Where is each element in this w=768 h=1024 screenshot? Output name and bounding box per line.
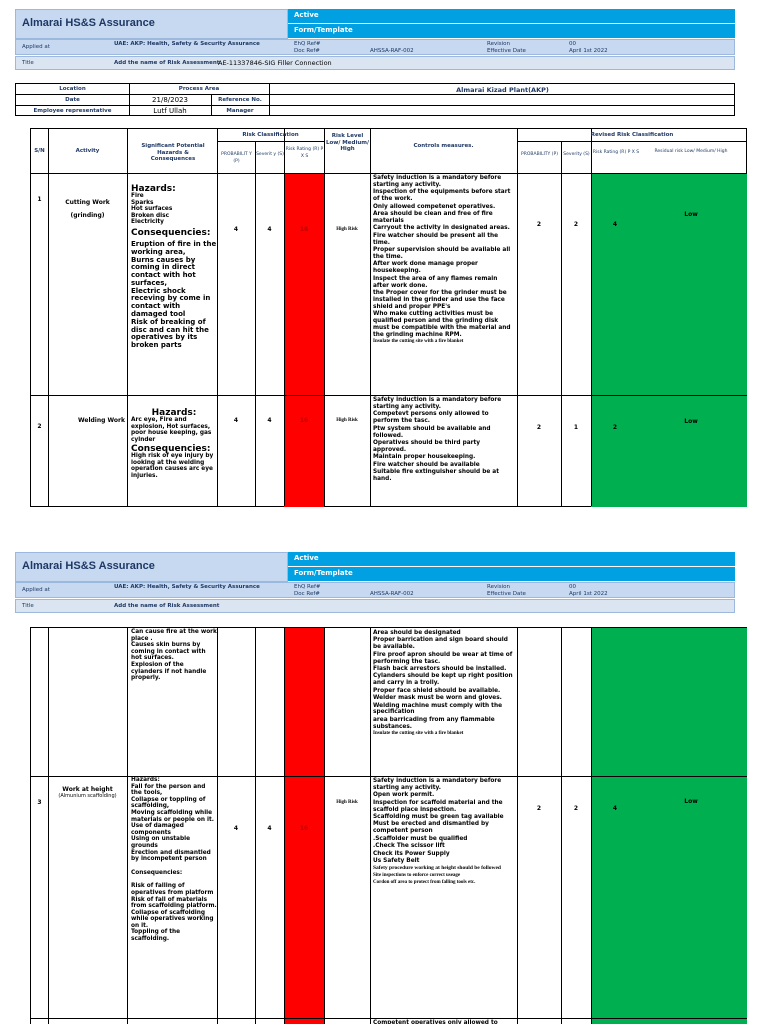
company-title-cell: [15, 9, 288, 39]
doc-value: AHSSA-RAF-002: [370, 48, 414, 54]
site-value: Almarai Kizad Plant(AKP): [456, 86, 549, 94]
row3-rev-severity: 2: [573, 805, 579, 812]
applied-row-2: [15, 582, 735, 598]
row2-rev-rating: 2: [612, 424, 618, 431]
th-risk-level: Risk Level Low/ Medium/ High: [326, 133, 369, 152]
title-row: [15, 56, 735, 70]
th-rev-severity: Severity (S): [563, 152, 590, 157]
row1-rating: 16: [299, 226, 309, 233]
effective-value: April 1st 2022: [569, 48, 608, 54]
row1-rev-severity: 2: [573, 221, 579, 228]
row3-severity: 4: [267, 825, 272, 832]
doc-value-2: AHSSA-RAF-002: [370, 591, 414, 597]
risk-table-2: [30, 627, 747, 1024]
row2-controls: Safety induction is a mandatory before starting any activity. Competevt persons only allowed to perform the tasc. Ptw system should be available and followed. Operatives should be third party approved. Maintain proper housekeeping. Fire watcher should be available Suitable fire extinguisher should be at hand.: [373, 397, 502, 482]
row2-sn: 2: [37, 423, 42, 430]
row3-hazards: Fall for the person and the tools, Collapse or toppling of scaffolding, Moving scaffolding while materials or people on it. Use of damaged components Using on unstable grounds Erection and dismantled by incompetent person: [131, 783, 214, 863]
location-label: Location: [59, 86, 86, 92]
th-risk-rating: Risk Rating (R) P X S: [285, 147, 324, 159]
applied-label-2: Applied at: [22, 587, 50, 593]
th-probability: PROBABILIT Y (P): [221, 152, 252, 164]
doc-label: Doc Ref#: [294, 48, 320, 54]
location-table: [15, 83, 735, 116]
row3-probability: 4: [233, 825, 239, 832]
th-severity: Severit y (S): [256, 152, 284, 157]
row2-probability: 4: [233, 417, 239, 424]
row1-controls: Safety induction is a mandatory before starting any activity. Inspection of the equipments before start of the work. Only allowed competenet operatives. Area should be clean and free of fire materials Carryout the activity in designated areas. Fire watcher should be present all the time. Proper supervision should be available all the time. After work done manage proper housekeeping. Inspect the area of any flames remain after work done. the Proper cover for the grinder must be installed in the grinder and use the face shield and proper PPE's Who make cutting activities must be qualified person and the grinding disk must be compatible with the material and the grinding machine RPM. Insulate the cutting site with a fire blanket: [373, 175, 511, 345]
th-rev-rating: Risk Rating (R) P X S: [592, 150, 640, 155]
row1-hazards-block: [131, 186, 217, 350]
row1-rev-rating: 4: [612, 221, 618, 228]
th-controls: Controls measures.: [413, 143, 474, 149]
row3-consequences-title: Consequencies:: [131, 869, 183, 876]
row3-controls: Safety induction is a mandatory before starting any activity. Open work permit. Inspection for scaffold material and the scaffold place inspection. Scaffolding must be green tag available Must be erected and dismantled by competent person .Scaffolder must be qualified .Check The scissor lift Check its Power Supply Us Safety Belt Safety procedure working at height should be followed Site inspections to enforce correct useage Cordon off area to protect from falling tools etc.: [373, 778, 504, 886]
row2-activity: Welding Work: [77, 417, 125, 424]
row2-continuation-hazards: Can cause fire at the work place . Causes skin burns by coming in contact with hot surfaces. Explosion of the cylanders if not handle properly.: [131, 629, 217, 682]
title-label-2: Title: [22, 603, 34, 609]
company-title-cell-2: [15, 552, 288, 582]
employee-value: Lutf Ullah: [153, 107, 187, 115]
applied-value: UAE: AKP: Health, Safety & Security Assurance: [114, 41, 260, 47]
row1-consequences: Eruption of fire in the working area, Burns causes by coming in direct contact with hot surfaces, Electric shock receving by come in contact with damaged tool Risk of breaking of disc and can hit the operatives by its broken parts: [131, 239, 217, 350]
row1-residual: Low: [684, 211, 698, 218]
title-row-2: [15, 599, 735, 613]
row2-consequences-title: Consequencies:: [131, 444, 211, 455]
row2-hazards-block: [131, 410, 217, 479]
status-active: Active: [288, 9, 735, 23]
revision-label: Revision: [487, 41, 510, 47]
row3-rev-probability: 2: [536, 805, 542, 812]
th-hazards: Significant Potential Hazards & Consequences: [141, 143, 205, 162]
row3-consequences: Risk of falling of operatives from platform Risk of fall of materials from scaffolding platform. Collapse of scaffolding while operatives working on it. Toppling of the scaffolding.: [131, 883, 217, 943]
row2-rating: 16: [299, 417, 309, 424]
row3-residual: Low: [684, 798, 698, 805]
status-form-2: Form/Template: [288, 567, 735, 581]
row1-severity: 4: [267, 226, 272, 233]
next-row-partial: Competent operatives only allowed to: [373, 1020, 498, 1024]
role-value: Manager: [226, 108, 254, 114]
row1-hazards-title: Hazards:: [131, 184, 176, 194]
applied-row: [15, 39, 735, 55]
row1-hazards: Fire Sparks Hot surfaces Broken disc Electricity: [131, 193, 173, 226]
row3-sn: 3: [37, 799, 42, 806]
form-header-2: [15, 552, 735, 613]
title-value-2: Add the name of Risk Assessment: [114, 603, 220, 609]
title-value: Add the name of Risk Assessment: [114, 60, 220, 66]
th-revised-class: Revised Risk Classification: [590, 132, 674, 138]
status-active-2: Active: [288, 552, 735, 566]
ehq-label-2: EhQ Ref#: [294, 584, 321, 590]
row1-sn: 1: [37, 196, 42, 203]
revision-value-2: 00: [569, 584, 576, 590]
row2-rev-probability: 2: [536, 424, 542, 431]
company-title-2: Almarai HS&S Assurance: [22, 560, 155, 572]
process-area-label: Process Area: [178, 86, 220, 92]
row2-level: High Risk: [336, 418, 358, 423]
company-title: Almarai HS&S Assurance: [22, 17, 155, 29]
employee-label: Employee representative: [33, 108, 112, 114]
row1-activity: Cutting Work (grinding): [65, 199, 110, 219]
risk-table-1: [30, 128, 747, 507]
th-risk-class: Risk Classification: [242, 132, 299, 138]
doc-label-2: Doc Ref#: [294, 591, 320, 597]
status-form: Form/Template: [288, 24, 735, 38]
row3-rating: 16: [299, 825, 309, 832]
ehq-label: EhQ Ref#: [294, 41, 321, 47]
row3-activity: Work at height: [62, 786, 113, 793]
reference-label: Reference No.: [218, 97, 262, 103]
row3-hazards-block: [131, 777, 217, 943]
date-label: Date: [65, 97, 80, 103]
row2-severity: 4: [267, 417, 272, 424]
row1-probability: 4: [233, 226, 239, 233]
row2-residual: Low: [684, 418, 698, 425]
effective-label: Effective Date: [487, 48, 526, 54]
row2-hazards-title: Hazards:: [151, 408, 197, 418]
row3-activity-sub: (Almunium scaffolding): [58, 793, 117, 800]
row3-hazards-title: Hazards:: [131, 777, 160, 783]
title-label: Title: [22, 60, 34, 66]
row2-hazards: Arc eye, Fire and explosion, Hot surfaces, poor house keeping, gas cylnder: [131, 417, 212, 443]
applied-value-2: UAE: AKP: Health, Safety & Security Assurance: [114, 584, 260, 590]
th-residual: Residual risk Low/ Medium/ High: [654, 149, 728, 154]
applied-label: Applied at: [22, 44, 50, 50]
effective-label-2: Effective Date: [487, 591, 526, 597]
th-sn: S/N: [34, 148, 45, 154]
form-header-1: [15, 9, 735, 72]
title-ref: AE-11337846-SIG Filler Connection: [218, 59, 332, 67]
effective-value-2: April 1st 2022: [569, 591, 608, 597]
revision-value: 00: [569, 41, 576, 47]
row1-level: High Risk: [336, 227, 358, 232]
date-value: 21/8/2023: [152, 96, 188, 104]
row3-level: High Risk: [336, 800, 358, 805]
row1-consequences-title: Consequencies:: [131, 227, 211, 238]
row2-consequences: High risk of eye injury by looking at the welding operation causes arc eye injuries.: [131, 453, 214, 479]
row2-rev-severity: 1: [573, 424, 579, 431]
row2-continuation-controls: Area should be designated Proper barrication and sign board should be available. Fire proof apron should be wear at time of performing the tasc. Flash back arrestors should be installed. Cylanders should be kept up right position and carry in a trolly. Proper face shield should be available. Welder mask must be worn and gloves. Welding machine must comply with the specification area barricading from any flammable substances. Insulate the cutting site with a fire blanket: [373, 630, 513, 737]
row3-rev-rating: 4: [612, 805, 618, 812]
row1-rev-probability: 2: [536, 221, 542, 228]
revision-label-2: Revision: [487, 584, 510, 590]
th-activity: Activity: [75, 148, 100, 154]
row3-activity-block: [48, 786, 127, 799]
th-rev-probability: PROBABILITY (P): [521, 152, 558, 157]
